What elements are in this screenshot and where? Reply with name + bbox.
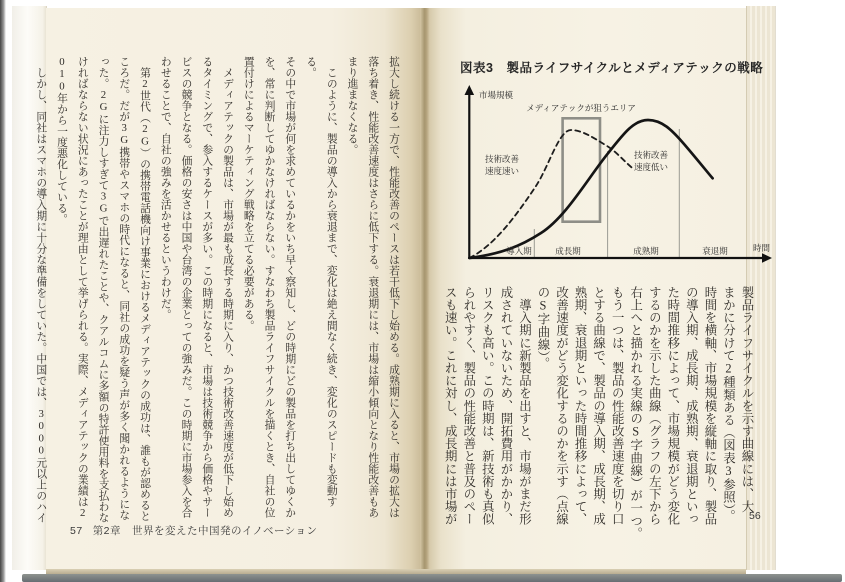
text-column: のS字曲線）。 <box>535 286 550 370</box>
text-column: リスクも高い。この時期は、新技術も真似 <box>480 286 495 526</box>
text-column: った。2Gに注力しすぎて3Gで出遅れたことや、クアルコムに多額の特許使用料を支払わな <box>97 56 110 523</box>
book-shadow <box>22 574 842 582</box>
tech-slow-label-line1: 技術改善 <box>634 150 669 160</box>
scan-dark-edge <box>0 0 6 582</box>
y-axis-arrow <box>465 85 475 95</box>
text-column: 010年から一度悪化している。 <box>56 56 68 225</box>
text-column: スも速い。これに対し、成長期には市場が <box>443 286 458 526</box>
text-column: 時間を横軸、市場規模を縦軸に取り、製品 <box>702 286 717 526</box>
left-page-text <box>35 56 404 526</box>
text-column: まかに分けて2種類ある（図表3参照）。 <box>721 286 736 523</box>
figure-title: 図表3 製品ライフサイクルとメディアテックの戦略 <box>460 61 764 75</box>
text-column: ころだ。だが3G携帯やスマホの時代になると、同社の成功を疑う声が多く聞かれるようにな <box>118 56 131 521</box>
text-column: 製品ライフサイクルを示す曲線には、大 <box>740 286 754 513</box>
text-column: 導入期に新製品を出すと、市場がまだ形 <box>517 286 532 526</box>
text-column: 改善速度がどう変化するのかを示す（点線 <box>554 286 569 526</box>
chapter-title: 第2章 世界を変えた中国発のイノベーション <box>92 525 318 537</box>
text-column: とする曲線で、製品の導入期、成長期、成 <box>591 286 606 526</box>
text-column: しかし、同社はスマホの導入期に十分な準備をしていた。中国では、3000元以上のハイ <box>35 56 48 523</box>
lifecycle-chart <box>456 82 774 266</box>
x-axis-label: 時間 <box>753 243 771 253</box>
text-column: るタイミングで、参入するケースが多い。この時期になると、市場は技術競争から価格やサー <box>201 56 214 518</box>
text-column: 熟期、衰退期といった時間推移によって、 <box>573 286 588 526</box>
solid-curve <box>469 120 712 258</box>
y-axis-label: 市場規模 <box>479 90 514 100</box>
phase-label-decline: 衰退期 <box>702 246 728 256</box>
text-column: するのかを示した曲線（グラフの左下から <box>647 286 662 526</box>
right-page-text <box>440 286 756 542</box>
phase-label-maturity: 成熟期 <box>633 246 659 256</box>
page-bottom-edge <box>46 569 746 574</box>
text-column: 落ち着き、性能改善速度はさらに低下する。衰退期には、市場は縮小傾向となり性能改善もあ <box>367 56 380 518</box>
text-column: 成されていないため、開拓費用がかかり、 <box>498 286 513 526</box>
left-page-number: 57 <box>70 525 83 537</box>
text-column: 右上へと描かれる実線のS字曲線）が一つ。 <box>628 286 643 540</box>
text-column: このように、製品の導入から衰退まで、変化は絶え間なく続き、変化のスピードも変動する。 <box>305 56 338 507</box>
text-column: られやすく、製品の性能改善と普及のペー <box>461 286 476 526</box>
text-column: まり進まなくなる。 <box>346 56 359 155</box>
text-column: た時間推移によって、市場規模がどう変化 <box>665 286 680 526</box>
text-column: 拡大し続ける一方で、性能改善のペースは若干低下し始める。成熟期に入ると、市場の拡大は <box>388 56 400 518</box>
gutter-crease <box>420 8 430 570</box>
left-page-footer <box>70 523 318 538</box>
phase-label-introduction: 導入期 <box>506 246 532 256</box>
tech-fast-label-line1: 技術改善 <box>485 154 520 164</box>
text-column: わせることで、自社の強みを活かせるというわけだ。 <box>159 56 172 320</box>
target-area-label: メディアテックが狙うエリア <box>526 103 636 113</box>
right-page-number: 56 <box>749 510 761 522</box>
phase-label-growth: 成長期 <box>555 246 581 256</box>
text-column: その中で市場が何を求めているかをいち早く察知し、どの時期にどの製品を打ち出してゆくか <box>284 56 297 518</box>
text-column: ければならない状況にあったことが理由として挙げられる。実際、メディアテックの業績は2 <box>76 56 89 520</box>
tech-fast-label-line2: 速度速い <box>485 166 520 176</box>
text-column: 置付けによるマーケティング戦略を立てる必要がある。 <box>242 56 255 331</box>
text-column: もう一つは、製品の性能改善速度を切り口 <box>610 286 625 526</box>
dashed-curve <box>469 130 632 258</box>
text-column: 第2世代（2G）の携帯電話機向け事業におけるメディアテックの成功は、誰もが認めると <box>139 56 151 522</box>
text-column: メディアテックの製品は、市場が最も成長する時期に入り、かつ技術改善速度が低下し始め <box>222 56 234 518</box>
tech-slow-label-line2: 速度低い <box>634 162 669 172</box>
x-axis-arrow <box>762 253 772 263</box>
text-column: を、常に判断してゆかなければならない。すなわち製品ライフサイクルを描くとき、自社の位 <box>263 56 276 518</box>
text-column: の導入期、成長期、成熟期、衰退期といっ <box>684 286 699 526</box>
text-column: ビスの競争となる。価格の安さは中国や台湾の企業とっての強みだ。この時期に市場参入を合 <box>180 56 193 518</box>
